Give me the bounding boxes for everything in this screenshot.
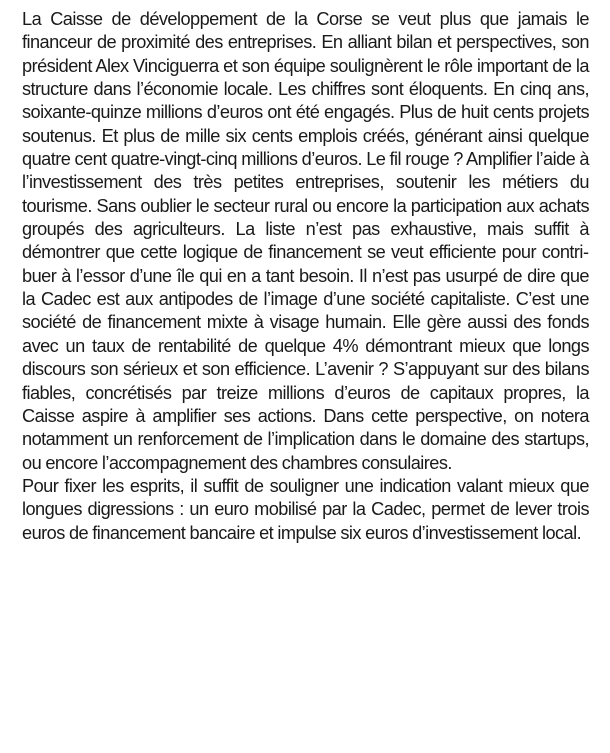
article-body (22, 8, 589, 545)
paragraph-2: Pour fixer les esprits, il suffit de souligner une indication valant mieux que longues digressions : un euro mobilisé par la Cadec, permet de lever trois euros de financement bancaire et impulse six euros d’investissement local. (22, 475, 589, 543)
paragraph-1: La Caisse de développement de la Corse se veut plus que jamais le financeur de proximité des entreprises. En alliant bilan et perspectives, son président Alex Vinciguerra et son équipe soulignèrent le rôle important de la structure dans l’économie locale. Les chiffres sont éloquents. En cinq ans, soixante-quinze millions d’euros ont été engagés. Plus de huit cents projets soutenus. Et plus de mille six cents emplois créés, générant ainsi quelque quatre cent quatre-vingt-cinq millions d’euros. Le fil rouge ? Amplifier l’aide à l’investissement des très petites entreprises, soutenir les métiers du tourisme. Sans oublier le secteur rural ou encore la participation aux achats groupés des agriculteurs. La liste n’est pas exhaustive, mais suffit à démontrer que cette logique de financement se veut efficiente pour contribuer à l’essor d’une île qui en a tant besoin. Il n’est pas usurpé de dire que la Cadec est aux antipodes de l’image d’une société capitaliste. C’est une société de financement mixte à visage humain. Elle gère aussi des fonds avec un taux de rentabilité de quelque 4% démontrant mieux que longs discours son sérieux et son efficience. L’avenir ? S’appuyant sur des bilans fiables, concrétisés par treize millions d’euros de capitaux propres, la Caisse aspire à amplifier ses actions. Dans cette perspective, on notera notamment un renforcement de l’implication dans le domaine des startups, ou encore l’accompagnement des chambres consulaires. (22, 9, 589, 473)
